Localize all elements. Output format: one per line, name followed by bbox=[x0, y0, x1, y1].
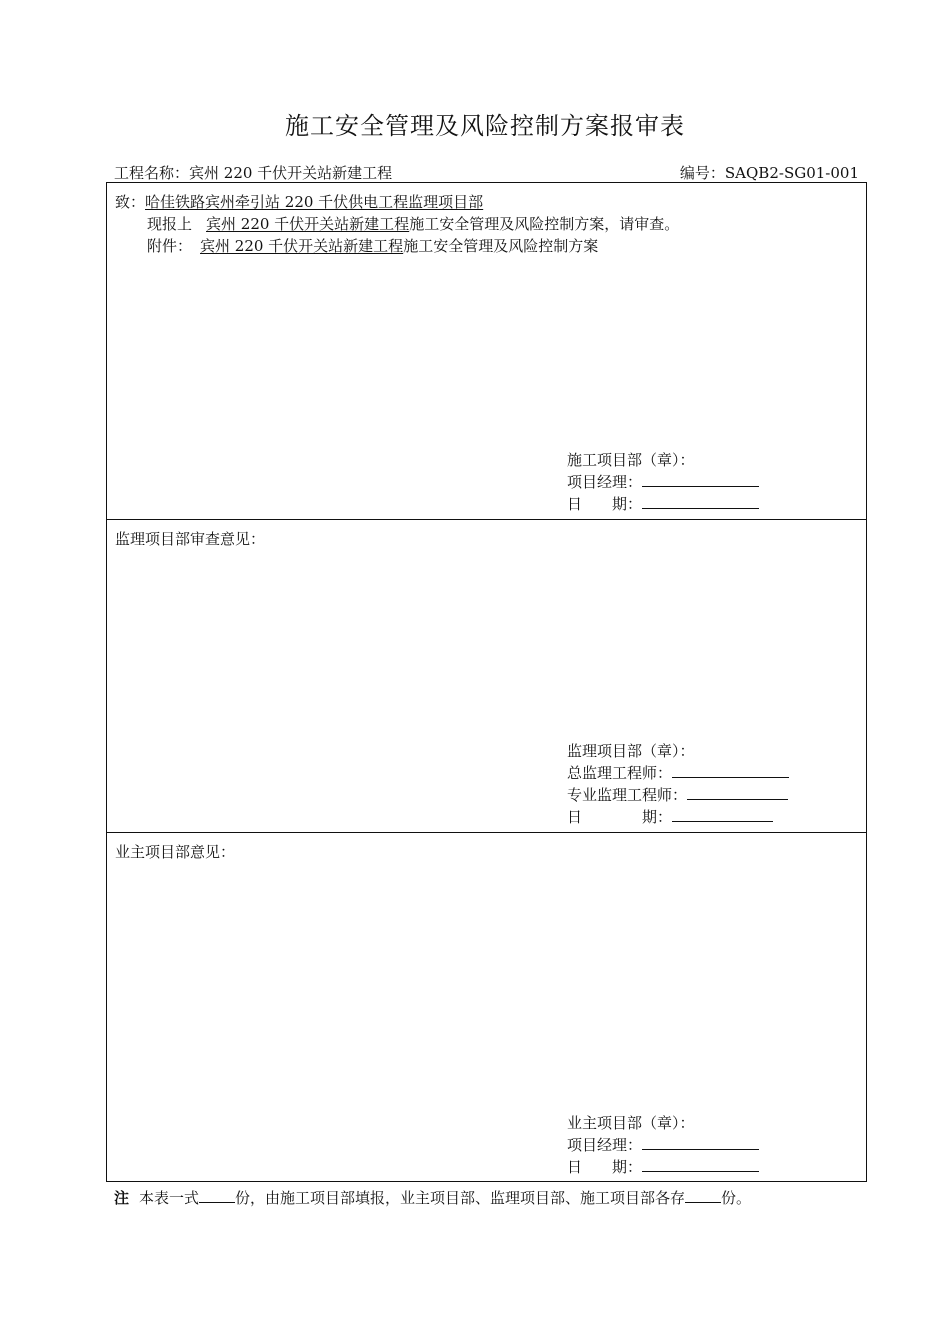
supervision-review-heading: 监理项目部审查意见： bbox=[115, 530, 266, 548]
project-name-value: 宾州 220 千伏开关站新建工程 bbox=[189, 164, 393, 182]
owner-date-row bbox=[567, 1156, 759, 1177]
attachment-prefix: 附件： bbox=[147, 237, 193, 255]
form-code-value: SAQB2-SG01-001 bbox=[724, 164, 859, 182]
supervision-seal-label: 监理项目部（章）： bbox=[567, 742, 695, 760]
form-title: 施工安全管理及风险控制方案报审表 bbox=[285, 112, 685, 140]
owner-seal-label: 业主项目部（章）： bbox=[567, 1114, 695, 1132]
owner-opinion-heading: 业主项目部意见： bbox=[115, 843, 236, 861]
footnote-text-3: 份。 bbox=[721, 1189, 752, 1207]
project-name-row bbox=[114, 162, 392, 183]
owner-manager-label: 项目经理： bbox=[567, 1136, 643, 1154]
submission-prefix: 现报上 bbox=[147, 215, 193, 233]
contractor-manager-blank bbox=[642, 473, 759, 487]
supervision-date-blank bbox=[672, 808, 773, 822]
submission-project: 宾州 220 千伏开关站新建工程 bbox=[206, 215, 410, 233]
attachment-line bbox=[147, 235, 598, 256]
section-divider-2 bbox=[107, 832, 866, 833]
contractor-manager-row bbox=[567, 471, 759, 492]
footnote bbox=[114, 1187, 751, 1208]
owner-manager-blank bbox=[642, 1136, 759, 1150]
attachment-project: 宾州 220 千伏开关站新建工程 bbox=[200, 237, 404, 255]
contractor-seal-label: 施工项目部（章）： bbox=[567, 451, 695, 469]
owner-manager-row bbox=[567, 1134, 759, 1155]
chief-engineer-row bbox=[567, 762, 789, 783]
form-table bbox=[106, 182, 867, 1182]
submission-suffix: 施工安全管理及风险控制方案，请审查。 bbox=[409, 215, 680, 233]
form-code-label: 编号： bbox=[679, 164, 725, 182]
project-name-label: 工程名称： bbox=[114, 164, 190, 182]
section-divider-1 bbox=[107, 519, 866, 520]
addressee-value: 哈佳铁路宾州牵引站 220 千伏供电工程监理项目部 bbox=[145, 193, 484, 211]
specialist-engineer-blank bbox=[687, 786, 788, 800]
footnote-text-1: 本表一式 bbox=[139, 1189, 200, 1207]
owner-date-label: 日 期： bbox=[567, 1158, 643, 1176]
copies-blank-1 bbox=[199, 1189, 235, 1203]
footnote-label: 注 bbox=[114, 1189, 130, 1207]
copies-blank-2 bbox=[685, 1189, 721, 1203]
supervision-date-label: 日 期： bbox=[567, 808, 673, 826]
contractor-date-label: 日 期： bbox=[567, 495, 643, 513]
owner-date-blank bbox=[642, 1158, 759, 1172]
addressee-line bbox=[115, 191, 483, 212]
specialist-engineer-label: 专业监理工程师： bbox=[567, 786, 688, 804]
contractor-date-row bbox=[567, 493, 759, 514]
attachment-suffix: 施工安全管理及风险控制方案 bbox=[403, 237, 599, 255]
specialist-engineer-row bbox=[567, 784, 788, 805]
contractor-date-blank bbox=[642, 495, 759, 509]
contractor-manager-label: 项目经理： bbox=[567, 473, 643, 491]
chief-engineer-blank bbox=[672, 764, 789, 778]
supervision-date-row bbox=[567, 806, 773, 827]
addressee-label: 致： bbox=[115, 193, 146, 211]
submission-line bbox=[147, 213, 679, 234]
chief-engineer-label: 总监理工程师： bbox=[567, 764, 673, 782]
footnote-text-2: 份，由施工项目部填报，业主项目部、监理项目部、施工项目部各存 bbox=[235, 1189, 686, 1207]
form-code-row bbox=[680, 162, 859, 183]
